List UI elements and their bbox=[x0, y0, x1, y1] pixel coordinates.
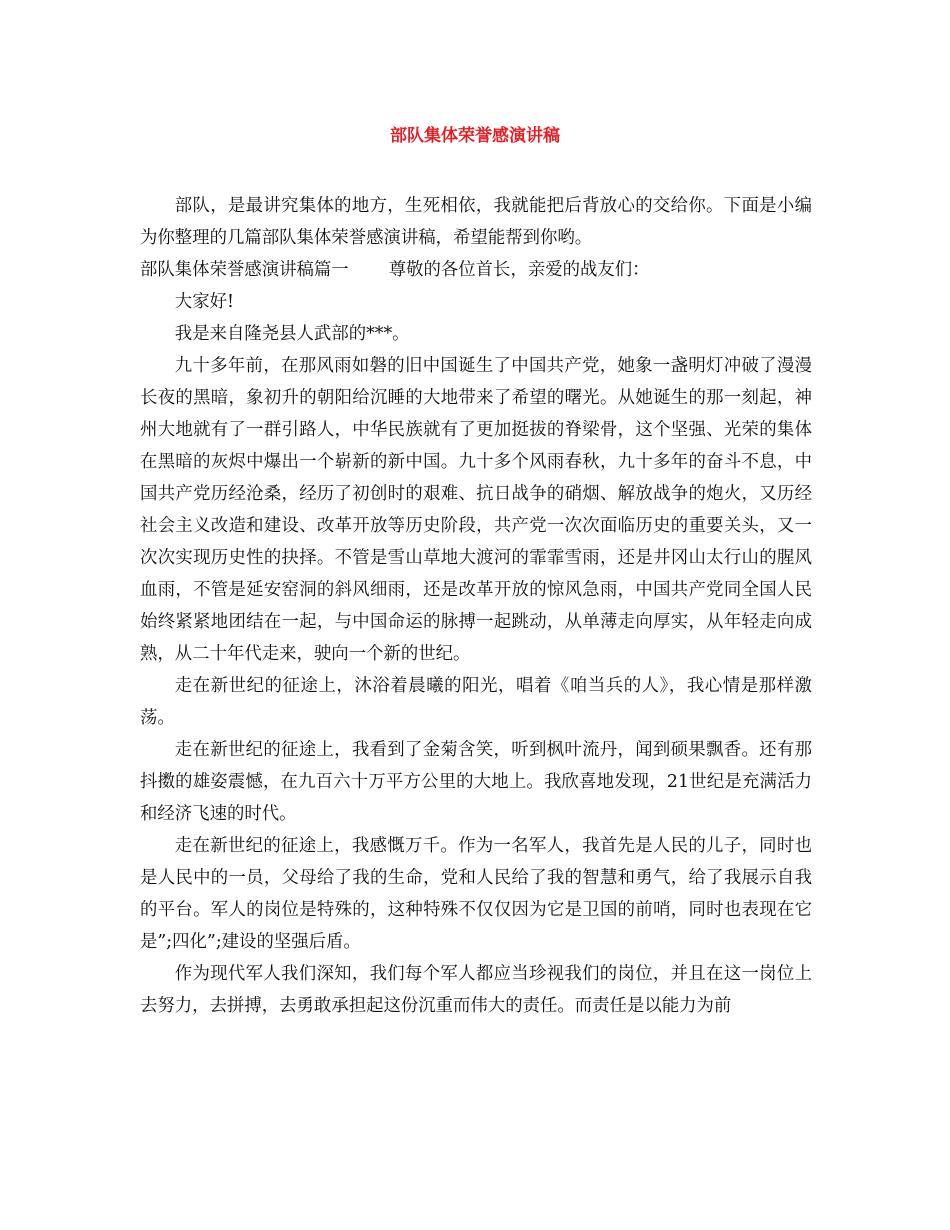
self-intro-paragraph: 我是来自隆尧县人武部的***。 bbox=[174, 324, 410, 344]
document-body bbox=[140, 190, 812, 1022]
document-title: 部队集体荣誉感演讲稿 bbox=[390, 126, 560, 146]
section-heading: 部队集体荣誉感演讲稿篇一 bbox=[140, 260, 349, 280]
body-paragraph-1: 九十多年前，在那风雨如磐的旧中国诞生了中国共产党，她象一盏明灯冲破了漫漫长夜的黑暗，象初升的朝阳给沉睡的大地带来了希望的曙光。从她诞生的那一刻起，神州大地就有了一群引路人，中华民族就有了更加挺拔的脊梁骨，这个坚强、光荣的集体在黑暗的灰烬中爆出一个崭新的新中国。九十多个风雨春秋，九十多年的奋斗不息，中国共产党历经沧桑，经历了初创时的艰难、抗日战争的硝烟、解放战争的炮火，又历经社会主义改造和建设、改革开放等历史阶段，共产党一次次面临历史的重要关头，又一次次实现历史性的抉择。不管是雪山草地大渡河的霏霏雪雨，还是井冈山太行山的腥风血雨，不管是延安窑洞的斜风细雨，还是改革开放的惊风急雨，中国共产党同全国人民始终紧紧地团结在一起，与中国命运的脉搏一起跳动，从单薄走向厚实，从年轻走向成熟，从二十年代走来，驶向一个新的世纪。 bbox=[140, 356, 812, 664]
body-paragraph-4: 走在新世纪的征途上，我感慨万千。作为一名军人，我首先是人民的儿子，同时也是人民中的一员，父母给了我的生命，党和人民给了我的智慧和勇气，给了我展示自我的平台。军人的岗位是特殊的，这种特殊不仅仅因为它是卫国的前哨，同时也表现在它是”;四化”;建设的坚强后盾。 bbox=[140, 836, 812, 952]
greeting-paragraph: 大家好! bbox=[174, 292, 234, 312]
body-paragraph-2: 走在新世纪的征途上，沐浴着晨曦的阳光，唱着《咱当兵的人》，我心情是那样激荡。 bbox=[140, 676, 812, 728]
section-heading-line bbox=[140, 254, 812, 286]
body-paragraph-5: 作为现代军人我们深知，我们每个军人都应当珍视我们的岗位，并且在这一岗位上去努力，去拼搏，去勇敢承担起这份沉重而伟大的责任。而责任是以能力为前 bbox=[140, 964, 812, 1016]
body-paragraph-3: 走在新世纪的征途上，我看到了金菊含笑，听到枫叶流丹，闻到硕果飘香。还有那抖擞的雄姿震憾，在九百六十万平方公里的大地上。我欣喜地发现，21世纪是充满活力和经济飞速的时代。 bbox=[140, 740, 812, 824]
salutation: 尊敬的各位首长，亲爱的战友们： bbox=[388, 260, 650, 280]
intro-paragraph: 部队，是最讲究集体的地方，生死相依，我就能把后背放心的交给你。下面是小编为你整理的几篇部队集体荣誉感演讲稿，希望能帮到你哟。 bbox=[140, 196, 812, 248]
